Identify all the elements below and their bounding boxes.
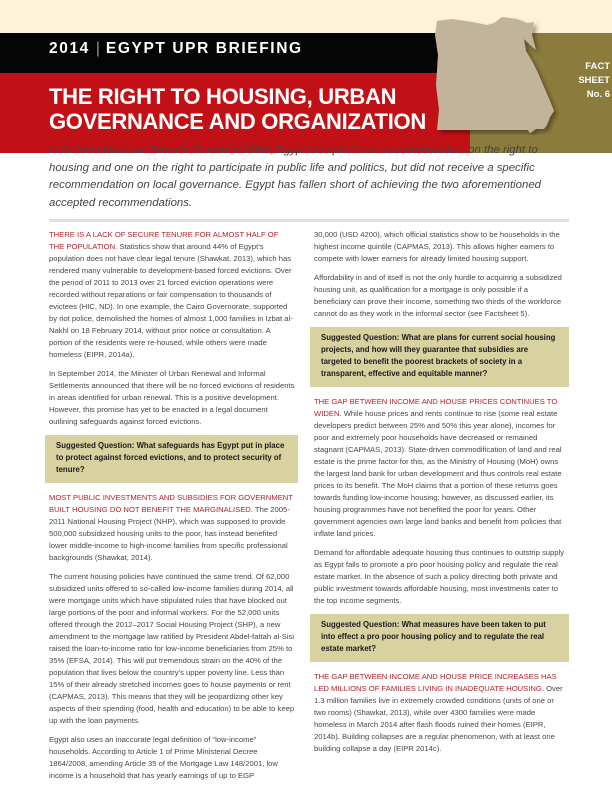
title-line-2: GOVERNANCE AND ORGANIZATION: [49, 109, 426, 134]
fact-sheet-line-2: SHEET: [578, 75, 610, 86]
paragraph-low-income-definition: [49, 734, 295, 782]
fact-sheet-line-1: FACT: [585, 61, 610, 72]
paragraph-text: Egypt also uses an inaccurate legal definition of “low-income” households. According to Article 1 of Prime Ministerial Decree 1864/2008, amending Article 35 of the Mortgage Law 148/2001, low income is a household that has yearly earnings of up to EGP: [49, 735, 278, 780]
header-year: 2014: [49, 40, 90, 57]
paragraph-text: Affordability in and of itself is not the only hurdle to acquiring a subsidized housing unit, as qualification for a mortgage is only possible if a beneficiary can prove their income, something two thirds of the workforce cannot do as they work in the informal sector (see Factsheet 5).: [314, 273, 562, 318]
paragraph-income-quintile: [314, 229, 566, 265]
fact-sheet-label: [555, 60, 610, 102]
paragraph-affordability: [314, 272, 566, 320]
suggested-question-box: Suggested Question: What safeguards has Egypt put in place to protect against forced evictions, and to protect security of tenure?: [45, 435, 298, 483]
header-series: EGYPT UPR BRIEFING: [105, 40, 303, 57]
paragraph-text: In September 2014, the Minister of Urban Renewal and Informal Settlements announced that there will be no forced evictions of residents in areas identified for urban renewal. This is a positive development. However, this promise has yet to be enacted in a legal document outlining safeguards against forced evictions.: [49, 369, 295, 426]
paragraph-minister-announcement: [49, 368, 295, 428]
egypt-map-icon: [432, 15, 572, 135]
lead-heading: THERE IS A LACK OF SECURE TENURE FOR ALMOST HALF OF THE POPULATION.: [49, 230, 279, 251]
lead-heading: THE GAP BETWEEN INCOME AND HOUSE PRICE INCREASES HAS LED MILLIONS OF FAMILIES LIVING IN INADEQUATE HOUSING.: [314, 672, 557, 693]
lead-heading: THE GAP BETWEEN INCOME AND HOUSE PRICES CONTINUES TO WIDEN.: [314, 397, 558, 418]
header-kicker: [49, 40, 303, 58]
paragraph-text: While house prices and rents continue to rise (some real estate developers predict between 25% and 50% this year alone), incomes for poor and extremely poor households have decreased or remained stagnant (CAPMAS, 2013). State-driven commodification of land and real estate is the prime factor for this, as the Ministry of Housing (MoH) owns the largest land bank for urban development and thus controls real estate prices to its benefit. The MoH claims that a portion of these returns goes towards funding low-income housing; however, as discussed earlier, its housing programmes have not benefited the poor for years. Other government agencies own large land banks and benefit from policies that inflate land prices.: [314, 409, 562, 538]
right-column: [314, 229, 566, 762]
paragraph-public-investments: [49, 492, 295, 564]
paragraph-text: Statistics show that around 44% of Egypt’s population does not have clear legal tenure (Shawkat, 2013), which has rendered many vulnerable to development-based forced evictions. Over the period of 2011 to 2013 over 21 forced eviction operations were recorded without reparations or fair compensation to thousands of evictees (HIC, ND). In one example, the Cairo Governorate, supported by riot police, demolished the homes of almost 1,000 families in Izbat al-Nakhl on 18 February 2014, without prior notice or consultation. A portion of the residents were re-housed, while others were made homeless (EIPR, 2014a).: [49, 242, 293, 359]
page-title: [49, 84, 469, 134]
paragraph-demand-supply: [314, 547, 566, 607]
fact-sheet-number: No. 6: [586, 89, 610, 100]
paragraph-secure-tenure: [49, 229, 295, 361]
paragraph-text: Over 1.3 million families live in extremely crowded conditions (units of one or two rooms) (Shawkat, 2013), while over 4300 families were made homeless in March 2014 after flash floods ruined their homes (EIPR, 2014b). Building collapses are a regular phenomenon, with at least one building collapse a day (EIPR 2014c).: [314, 684, 563, 753]
paragraph-text: 30,000 (USD 4200), which official statistics show to be households in the highest income quintile (CAPMAS, 2013). This allows higher earners to compete with lower earners for already limited housing support.: [314, 230, 560, 263]
lead-heading: MOST PUBLIC INVESTMENTS AND SUBSIDIES FOR GOVERNMENT BUILT HOUSING DO NOT BENEFIT THE MARGINALISED.: [49, 493, 293, 514]
suggested-question-box: Suggested Question: What measures have been taken to put into effect a pro poor housing policy and to regulate the real estate market?: [310, 614, 569, 662]
paragraph-text: Demand for affordable adequate housing thus continues to outstrip supply as Egypt fails to promote a pro poor housing policy and regulate the real estate market. In the absence of such a policy directing both private and public investment towards affordable housing, most investments cater to the top income segments.: [314, 548, 565, 605]
suggested-question-box: Suggested Question: What are plans for current social housing projects, and how will they guarantee that subsidies are targeted to benefit the poorest brackets of society in a transparent, effective and equitable manner?: [310, 327, 569, 387]
intro-paragraph: In its last Universal Periodic Review in 2010, Egypt accepted one recommendation on the right to housing and one on the right to participate in public life and politics, but did not receive a specific recommendation on local governance. Egypt has fallen short of achieving the two aforementioned accepted recommendations.: [49, 144, 541, 209]
paragraph-price-gap: [314, 396, 566, 540]
paragraph-inadequate-housing: [314, 671, 566, 755]
left-column: [49, 229, 295, 789]
paragraph-text: The 2005-2011 National Housing Project (NHP), which was supposed to provide 500,000 subsidized housing units to the poor, has instead benefited lower middle-income to high-income families from specific professional backgrounds (Shawkat, 2014).: [49, 505, 290, 562]
section-divider: [49, 219, 569, 222]
title-line-1: THE RIGHT TO HOUSING, URBAN: [49, 84, 397, 109]
paragraph-text: The current housing policies have continued the same trend. Of 62,000 subsidized units offered to so-called low-income families during 2014, all were mortgage units which have stipulated rules that have blocked out large portions of the poor and informal workers. For the 52,000 units offered through the 2012–2017 Social Housing Project (SHP), a new amendment to the mortgage law ratified by President Abdel-fattah al-Sisi raised the loan-to-income ratio for low-income beneficiaries from 25% to 35% (EFSA, 2014). This will put tremendous strain on the 40% of the population that lives below the country’s upper poverty line. Less than 15% of their already stretched incomes goes to house payments or rent (CAPMAS, 2013). This means that they will be jeopardizing other key aspects of their spending (food, health and education) to be able to keep up with the loan payments.: [49, 572, 295, 725]
paragraph-current-policies: [49, 571, 295, 727]
header-separator: |: [95, 40, 100, 57]
